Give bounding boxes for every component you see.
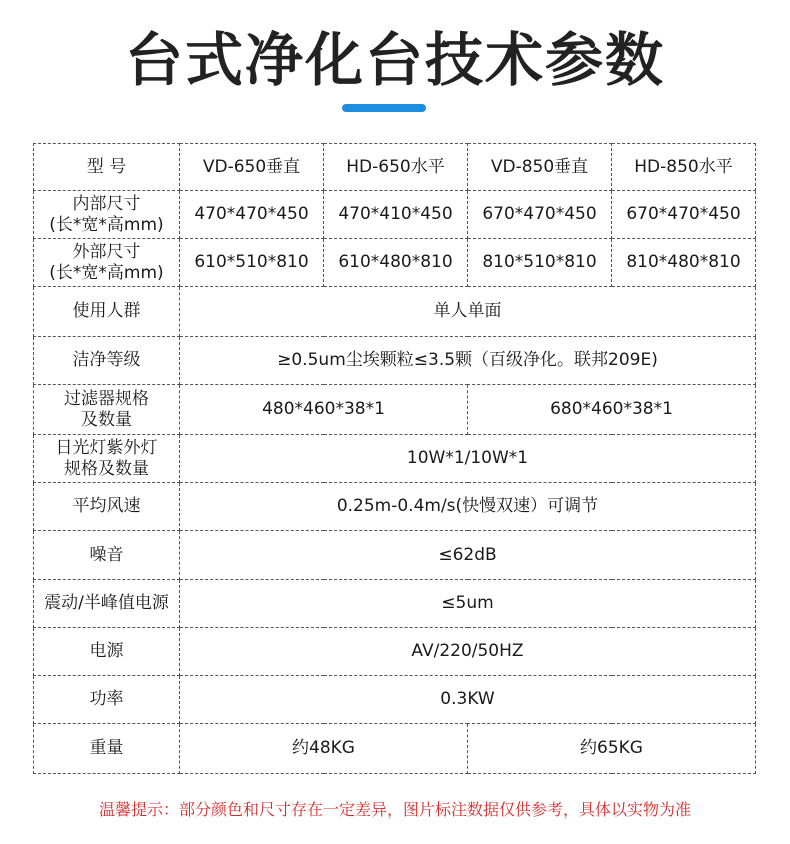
power-supply-value: AV/220/50HZ: [180, 628, 756, 676]
outer-size-hd650: 610*480*810: [324, 239, 468, 287]
model-hd850: HD-850水平: [612, 144, 756, 191]
table-row-vibration: [34, 580, 756, 628]
power-value: 0.3KW: [180, 676, 756, 724]
model-vd850: VD-850垂直: [468, 144, 612, 191]
label-users: 使用人群: [34, 287, 180, 337]
outer-size-vd850: 810*510*810: [468, 239, 612, 287]
inner-size-hd850: 670*470*450: [612, 191, 756, 239]
inner-size-vd850: 670*470*450: [468, 191, 612, 239]
label-noise: 噪音: [34, 531, 180, 580]
inner-size-vd650: 470*470*450: [180, 191, 324, 239]
label-cleanliness: 洁净等级: [34, 337, 180, 385]
inner-size-hd650: 470*410*450: [324, 191, 468, 239]
table-row-users: [34, 287, 756, 337]
filter-value-850: 680*460*38*1: [468, 385, 756, 435]
title-accent-bar: [342, 104, 426, 112]
label-lamp: 日光灯紫外灯 规格及数量: [34, 435, 180, 483]
lamp-value: 10W*1/10W*1: [180, 435, 756, 483]
disclaimer-note: 温馨提示：部分颜色和尺寸存在一定差异，图片标注数据仅供参考，具体以实物为准: [98, 800, 691, 819]
filter-value-650: 480*460*38*1: [180, 385, 468, 435]
cleanliness-value: ≥0.5um尘埃颗粒≤3.5颗（百级净化。联邦209E): [180, 337, 756, 385]
table-row-wind-speed: [34, 483, 756, 531]
vibration-value: ≤5um: [180, 580, 756, 628]
label-filter: 过滤器规格 及数量: [34, 385, 180, 435]
label-inner-size: 内部尺寸 (长*宽*高mm): [34, 191, 180, 239]
outer-size-hd850: 810*480*810: [612, 239, 756, 287]
table-row-inner-size: [34, 191, 756, 239]
table-row-outer-size: [34, 239, 756, 287]
label-model: 型 号: [34, 144, 180, 191]
model-hd650: HD-650水平: [324, 144, 468, 191]
table-row-weight: [34, 724, 756, 774]
spec-table: [33, 143, 756, 774]
outer-size-vd650: 610*510*810: [180, 239, 324, 287]
weight-value-650: 约48KG: [180, 724, 468, 774]
table-row-power: [34, 676, 756, 724]
table-row-noise: [34, 531, 756, 580]
noise-value: ≤62dB: [180, 531, 756, 580]
wind-speed-value: 0.25m-0.4m/s(快慢双速）可调节: [180, 483, 756, 531]
label-weight: 重量: [34, 724, 180, 774]
weight-value-850: 约65KG: [468, 724, 756, 774]
table-row-model: [34, 144, 756, 191]
table-row-power-supply: [34, 628, 756, 676]
table-row-cleanliness: [34, 337, 756, 385]
label-vibration: 震动/半峰值电源: [34, 580, 180, 628]
table-row-filter: [34, 385, 756, 435]
label-wind-speed: 平均风速: [34, 483, 180, 531]
table-row-lamp: [34, 435, 756, 483]
model-vd650: VD-650垂直: [180, 144, 324, 191]
label-outer-size: 外部尺寸 (长*宽*高mm): [34, 239, 180, 287]
page-title: 台式净化台技术参数: [124, 26, 665, 94]
users-value: 单人单面: [180, 287, 756, 337]
label-power-supply: 电源: [34, 628, 180, 676]
label-power: 功率: [34, 676, 180, 724]
